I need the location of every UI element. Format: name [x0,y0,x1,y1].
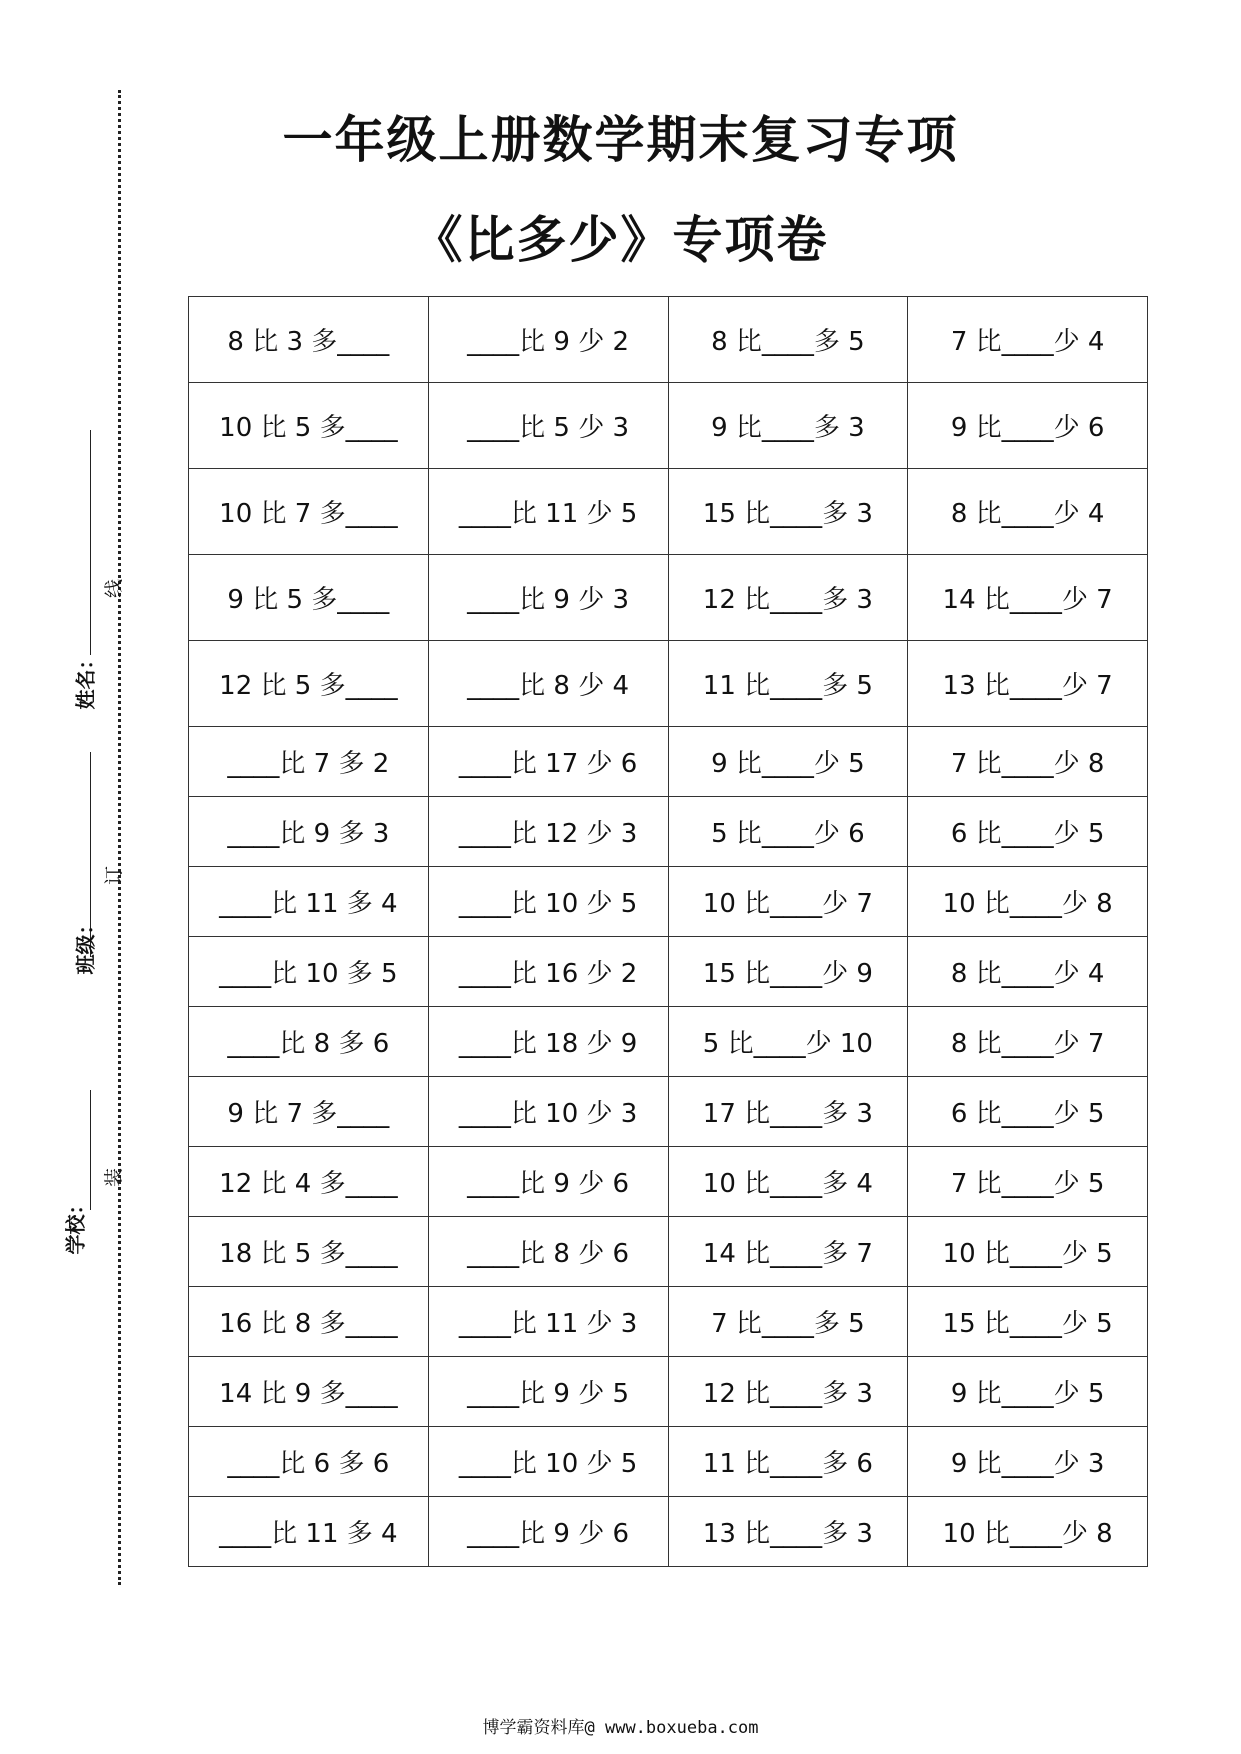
exercise-cell: 12 比 5 多____ [189,641,429,727]
table-row [189,867,1148,937]
exercise-cell: 7 比____少 5 [908,1147,1148,1217]
exercise-cell: ____比 10 少 5 [428,867,668,937]
exercise-cell: ____比 7 多 2 [189,727,429,797]
name-underline [90,430,91,655]
page-subtitle: 《比多少》专项卷 [412,211,829,269]
exercise-cell: 10 比____少 8 [908,1497,1148,1567]
table-row [189,1147,1148,1217]
mark-zhuang: 装 [103,1167,126,1188]
exercise-cell: 7 比____多 5 [668,1287,908,1357]
exercise-cell: ____比 16 少 2 [428,937,668,1007]
exercise-cell: ____比 11 少 5 [428,469,668,555]
table-row [189,1427,1148,1497]
mark-ding: 订 [103,865,126,886]
exercise-cell: 15 比____少 5 [908,1287,1148,1357]
exercise-cell: 18 比 5 多____ [189,1217,429,1287]
exercise-cell: 12 比____多 3 [668,555,908,641]
binding-dotted-line [118,90,121,1585]
exercise-cell: ____比 9 少 6 [428,1147,668,1217]
table-row [189,297,1148,383]
exercise-cell: 8 比____多 5 [668,297,908,383]
table-row [189,797,1148,867]
exercise-cell: ____比 10 多 5 [189,937,429,1007]
exercise-cell: ____比 17 少 6 [428,727,668,797]
exercise-cell: 9 比 7 多____ [189,1077,429,1147]
exercise-cell: 9 比____少 3 [908,1427,1148,1497]
exercise-cell: 14 比____少 7 [908,555,1148,641]
footer-source: 博学霸资料库@ www.boxueba.com [482,1718,759,1738]
exercise-cell: ____比 10 少 5 [428,1427,668,1497]
page-title: 一年级上册数学期末复习专项 [282,111,959,169]
table-row [189,1217,1148,1287]
mark-xian: 线 [103,578,126,599]
exercise-cell: 6 比____少 5 [908,797,1148,867]
exercise-cell: 8 比____少 4 [908,937,1148,1007]
exercise-cell: 8 比____少 4 [908,469,1148,555]
exercise-cell: 9 比____多 3 [668,383,908,469]
exercise-cell: 15 比____多 3 [668,469,908,555]
school-underline [90,1090,91,1210]
exercise-cell: 6 比____少 5 [908,1077,1148,1147]
exercise-cell: 12 比 4 多____ [189,1147,429,1217]
class-label: 班级： [73,914,98,975]
exercise-cell: ____比 9 少 5 [428,1357,668,1427]
exercise-cell: 17 比____多 3 [668,1077,908,1147]
exercise-cell: ____比 9 多 3 [189,797,429,867]
exercise-cell: 11 比____多 5 [668,641,908,727]
exercise-cell: 10 比 5 多____ [189,383,429,469]
exercise-cell: ____比 12 少 3 [428,797,668,867]
exercise-cell: 10 比____少 5 [908,1217,1148,1287]
table-row [189,1357,1148,1427]
exercise-cell: ____比 5 少 3 [428,383,668,469]
exercise-cell: ____比 9 少 3 [428,555,668,641]
table-row [189,383,1148,469]
exercise-cell: 7 比____少 4 [908,297,1148,383]
table-row [189,1287,1148,1357]
exercise-cell: 5 比____少 10 [668,1007,908,1077]
exercise-cell: ____比 10 少 3 [428,1077,668,1147]
table-row [189,1007,1148,1077]
exercise-cell: 5 比____少 6 [668,797,908,867]
exercise-cell: 11 比____多 6 [668,1427,908,1497]
exercise-cell: 15 比____少 9 [668,937,908,1007]
exercise-cell: ____比 9 少 6 [428,1497,668,1567]
exercise-cell: 8 比____少 7 [908,1007,1148,1077]
exercise-cell: 10 比____少 7 [668,867,908,937]
school-label: 学校： [63,1194,88,1255]
table-row [189,641,1148,727]
exercise-cell: ____比 11 少 3 [428,1287,668,1357]
exercise-cell: 12 比____多 3 [668,1357,908,1427]
exercise-cell: ____比 8 少 6 [428,1217,668,1287]
table-row [189,1077,1148,1147]
exercise-cell: 8 比 3 多____ [189,297,429,383]
exercise-cell: 9 比 5 多____ [189,555,429,641]
exercise-cell: ____比 11 多 4 [189,867,429,937]
exercise-table [188,296,1148,1567]
name-label: 姓名： [73,649,98,710]
table-row [189,555,1148,641]
exercise-cell: ____比 8 少 4 [428,641,668,727]
exercise-cell: 9 比____少 5 [908,1357,1148,1427]
exercise-cell: ____比 8 多 6 [189,1007,429,1077]
exercise-cell: 14 比____多 7 [668,1217,908,1287]
exercise-cell: 14 比 9 多____ [189,1357,429,1427]
exercise-cell: 16 比 8 多____ [189,1287,429,1357]
table-row [189,727,1148,797]
exercise-cell: ____比 9 少 2 [428,297,668,383]
table-row [189,937,1148,1007]
exercise-cell: 10 比____多 4 [668,1147,908,1217]
exercise-cell: 7 比____少 8 [908,727,1148,797]
table-row [189,469,1148,555]
exercise-cell: ____比 18 少 9 [428,1007,668,1077]
exercise-cell: 13 比____多 3 [668,1497,908,1567]
exercise-cell: 10 比 7 多____ [189,469,429,555]
table-row [189,1497,1148,1567]
exercise-cell: ____比 11 多 4 [189,1497,429,1567]
exercise-cell: ____比 6 多 6 [189,1427,429,1497]
exercise-cell: 9 比____少 5 [668,727,908,797]
exercise-cell: 9 比____少 6 [908,383,1148,469]
exercise-cell: 10 比____少 8 [908,867,1148,937]
exercise-cell: 13 比____少 7 [908,641,1148,727]
